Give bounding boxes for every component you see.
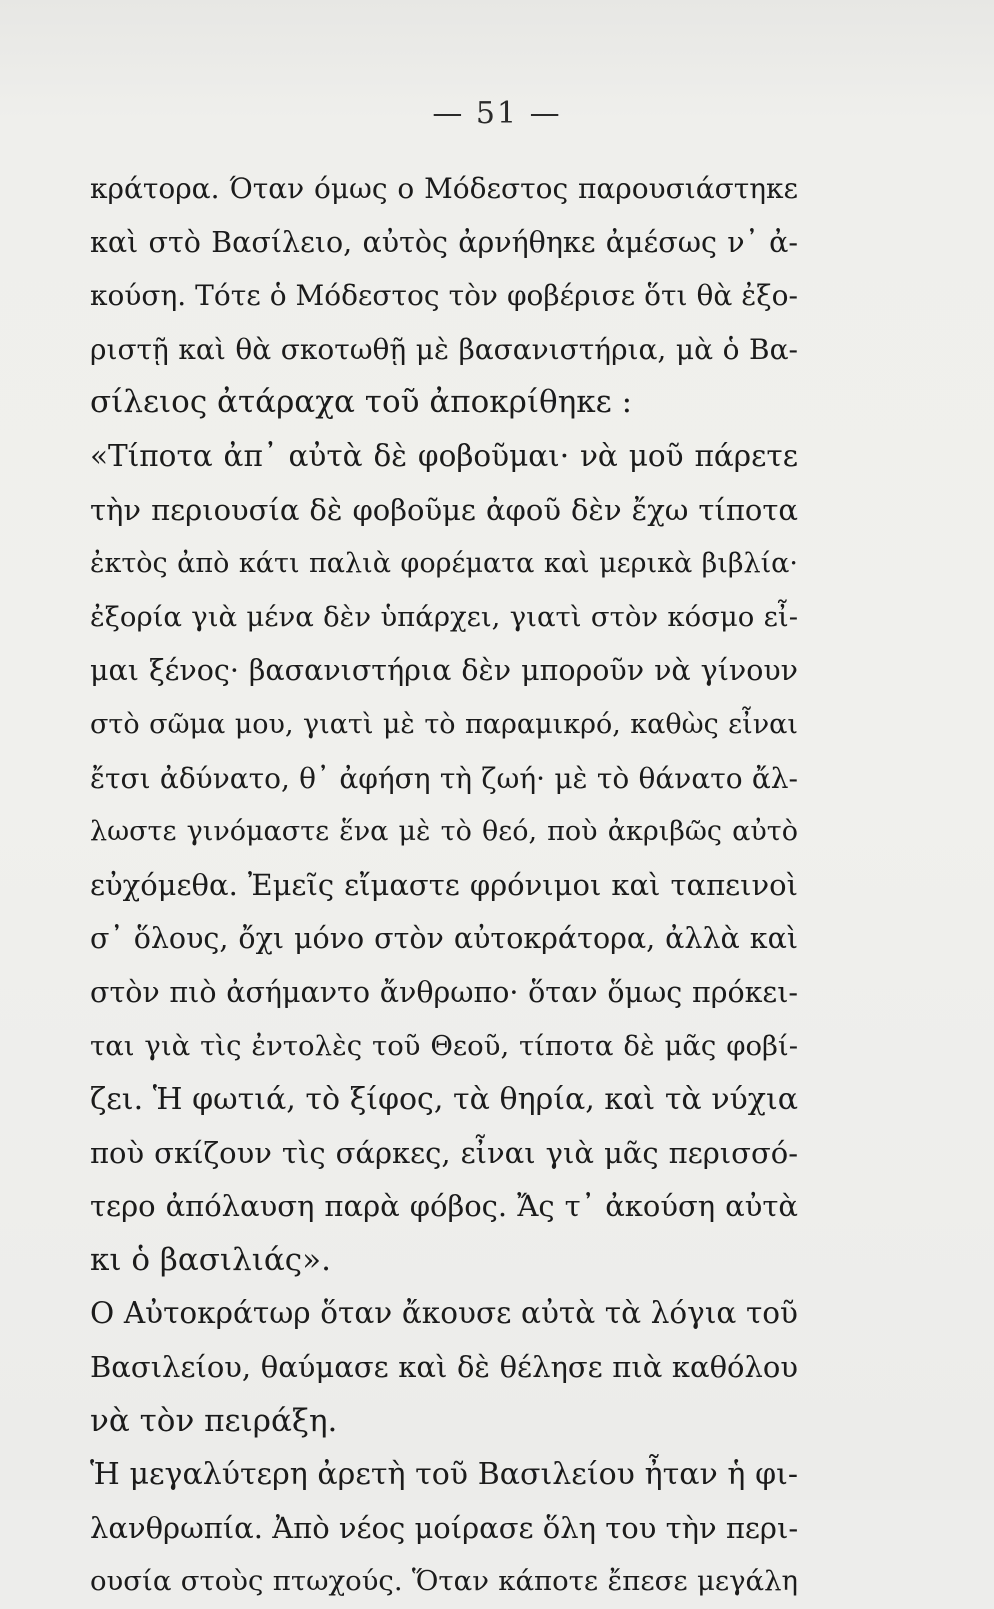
text-line: ζει. Ἡ φωτιά, τὸ ξίφος, τὰ θηρία, καὶ τὰ νύχια: [90, 1082, 798, 1118]
text-line: κράτορα. Όταν όμως ο Μόδεστος παρουσιάστηκε: [90, 172, 798, 205]
text-line: Βασιλείου, θαύμασε καὶ δὲ θέλησε πιὰ καθόλου: [90, 1350, 798, 1385]
text-line: κούση. Τότε ὁ Μόδεστος τὸν φοβέρισε ὅτι θὰ ἐξο-: [90, 279, 798, 313]
text-line: σίλειος ἀτάραχα τοῦ ἀποκρίθηκε :: [90, 384, 633, 421]
text-line: Ο Αὐτοκράτωρ ὅταν ἄκουσε αὐτὰ τὰ λόγια τοῦ: [90, 1296, 798, 1331]
text-line: ἐκτὸς ἀπὸ κάτι παλιὰ φορέματα καὶ μερικὰ βιβλία·: [90, 548, 798, 580]
text-line: στὸν πιὸ ἀσήμαντο ἄνθρωπο· ὅταν ὅμως πρόκει-: [90, 975, 798, 1009]
text-line: Ἡ μεγαλύτερη ἀρετὴ τοῦ Βασιλείου ἦταν ἡ φι-: [90, 1457, 798, 1493]
text-line: ριστῇ καὶ θὰ σκοτωθῇ μὲ βασανιστήρια, μὰ ὁ Βα-: [90, 332, 798, 366]
page-number: — 51 —: [432, 96, 562, 131]
body-text: [90, 162, 798, 1609]
text-line: εὐχόμεθα. Ἐμεῖς εἴμαστε φρόνιμοι καὶ ταπεινοὶ: [90, 867, 798, 902]
text-line: λανθρωπία. Ἀπὸ νέος μοίρασε ὅλη του τὴν περι-: [90, 1510, 799, 1545]
text-line: τερο ἀπόλαυση παρὰ φόβος. Ἄς τ᾽ ἀκούση αὐτὰ: [90, 1189, 798, 1224]
text-line: μαι ξένος· βασανιστήρια δὲν μποροῦν νὰ γίνουν: [90, 654, 798, 688]
text-line: σ᾽ ὅλους, ὄχι μόνο στὸν αὐτοκράτορα, ἀλλὰ καὶ: [90, 922, 798, 956]
text-line: ἔτσι ἀδύνατο, θ᾽ ἀφήση τὴ ζωή· μὲ τὸ θάνατο ἄλ-: [90, 761, 798, 795]
text-line: ἐξορία γιὰ μένα δὲν ὑπάρχει, γιατὶ στὸν κόσμο εἶ-: [90, 600, 798, 633]
text-line: κι ὁ βασιλιάς».: [90, 1241, 331, 1278]
text-line: τὴν περιουσία δὲ φοβοῦμε ἀφοῦ δὲν ἔχω τίποτα: [90, 492, 798, 527]
text-line: ται γιὰ τὶς ἐντολὲς τοῦ Θεοῦ, τίποτα δὲ μᾶς φοβί-: [90, 1029, 798, 1062]
text-line: στὸ σῶμα μου, γιατὶ μὲ τὸ παραμικρό, καθὼς εἶναι: [90, 708, 798, 740]
text-line: νὰ τὸν πειράξη.: [90, 1402, 338, 1439]
text-line: ουσία στοὺς πτωχούς. Ὅταν κάποτε ἔπεσε μεγάλη: [90, 1565, 798, 1598]
text-line: καὶ στὸ Βασίλειο, αὐτὸς ἀρνήθηκε ἀμέσως ν᾽ ἀ-: [90, 225, 798, 259]
text-line: «Τίποτα ἀπ᾽ αὐτὰ δὲ φοβοῦμαι· νὰ μοῦ πάρετε: [90, 438, 798, 473]
text-line: λωστε γινόμαστε ἕνα μὲ τὸ θεό, ποὺ ἀκριβῶς αὐτὸ: [90, 816, 798, 848]
text-line: ποὺ σκίζουν τὶς σάρκες, εἶναι γιὰ μᾶς περισσό-: [90, 1135, 798, 1170]
